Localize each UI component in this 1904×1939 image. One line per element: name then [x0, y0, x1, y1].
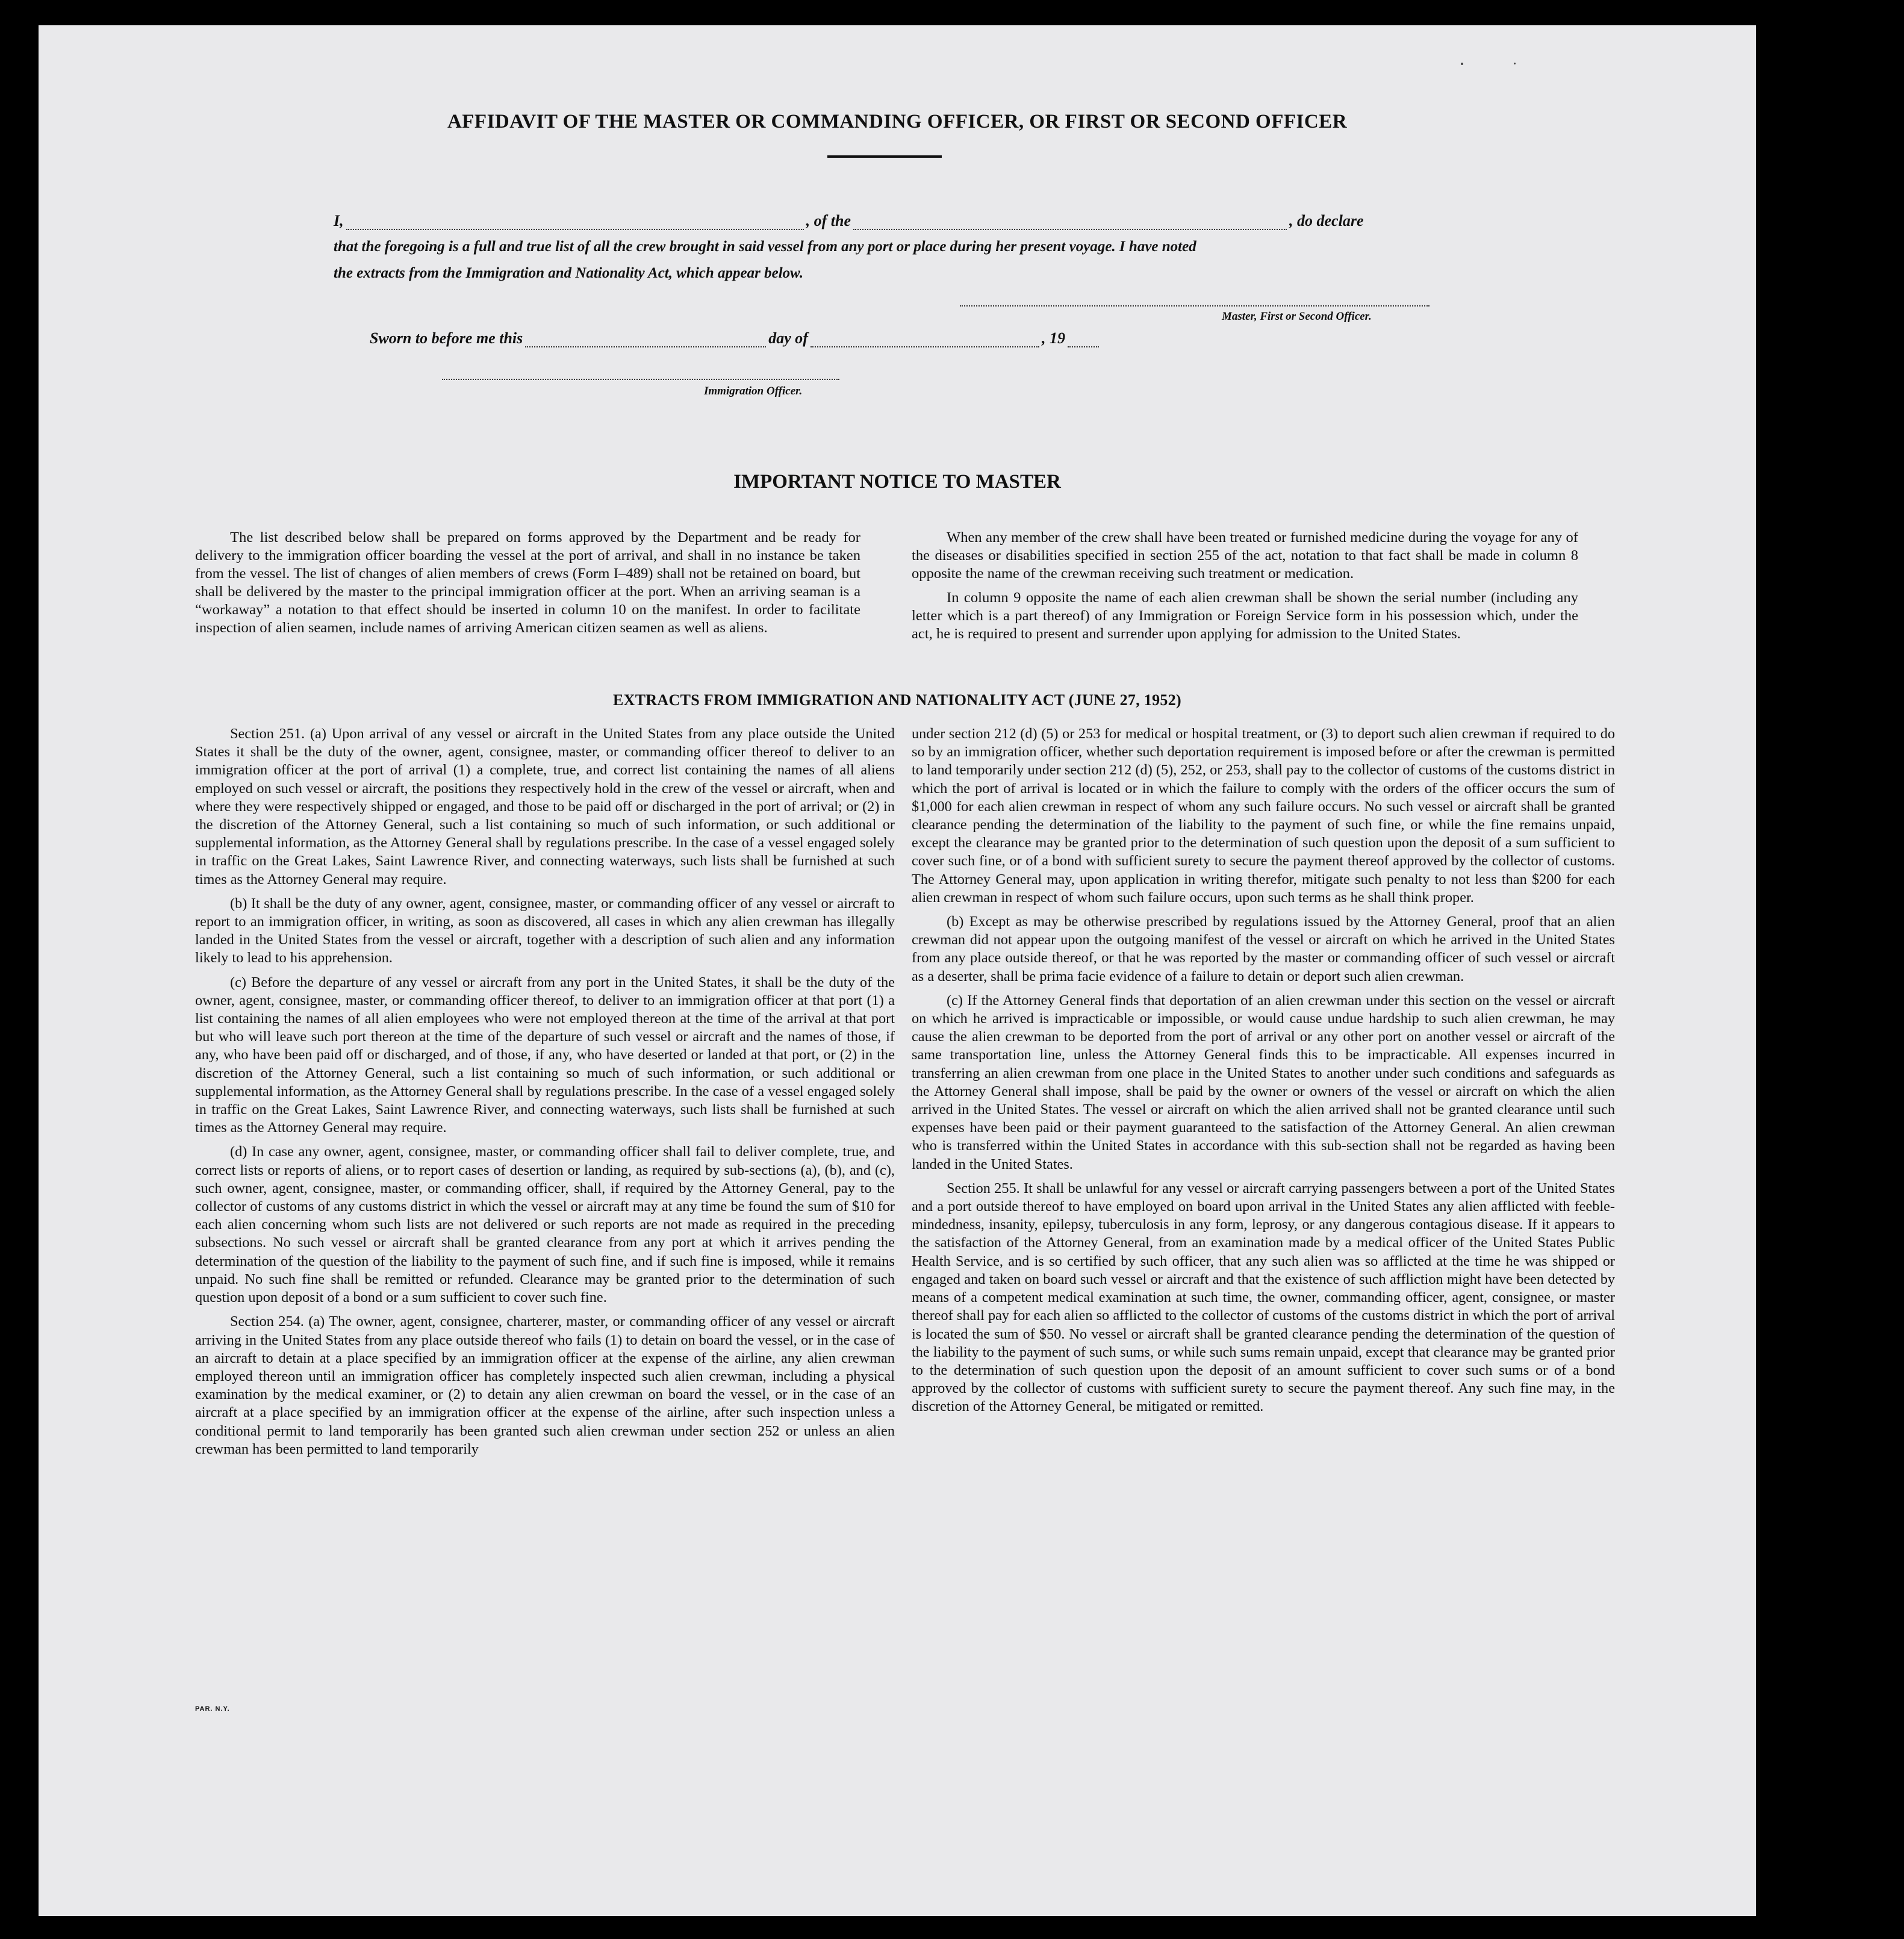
sworn-day-field[interactable]	[525, 335, 766, 347]
notice-title: IMPORTANT NOTICE TO MASTER	[733, 471, 1061, 493]
declare-suffix: , do declare	[1289, 212, 1364, 229]
form-page	[39, 25, 1756, 1916]
declaration-line-3: the extracts from the Immigration and Nationality Act, which appear below.	[334, 265, 804, 281]
notice-right-paragraph-1: When any member of the crew shall have been treated or furnished medicine during the voyage for any of the diseases or disabilities specified in section 255 of the act, notation to that fact shall be made in column 8 opposite the name of the crewman receiving such treatment or medication.	[912, 529, 1578, 582]
sworn-day-of: day of	[768, 329, 808, 347]
vessel-name-field[interactable]	[853, 218, 1287, 230]
section-254-a-continued: under section 212 (d) (5) or 253 for medical or hospital treatment, or (3) to deport such alien crewman if required to do so by an immigration officer, whether such deportation requirement is imposed before or after the crewman is permitted to land temporarily under section 212 (d) (5), 252, or 253, shall pay to the collector of customs of the customs district in which the port of arrival is located or in which the failure to comply with the orders of the officer occurs the sum of $1,000 for each alien crewman in respect of whom any such failure occurs. No such vessel or aircraft shall be granted clearance pending the determination of the liability to the payment of such fine, or while the fine remains unpaid, except the clearance may be granted prior to the determination of such question upon the deposit of a sum sufficient to cover such fine, or of a bond with sufficient surety to secure the payment thereof approved by the collector of customs. The Attorney General may, upon application in writing therefor, mitigate such penalty to not less than $200 for each alien crewman in respect of whom such failure occurs, upon such terms as he shall think proper.	[912, 726, 1615, 906]
extracts-right-column	[912, 725, 1615, 1422]
section-254-c: (c) If the Attorney General finds that deportation of an alien crewman under this section on the vessel or aircraft on which he arrived is impracticable or impossible, or would cause undue hardship to such alien crewman, he may cause the alien crewman to be deported from the port of arrival or any other port on another vessel or aircraft of the same transportation line, unless the Attorney General finds this to be impracticable. All expenses incurred in transferring an alien crewman from one place in the United States to another under such conditions and safeguards as the Attorney General shall impose, shall be paid by the owner or owners of the vessel or aircraft on which the alien arrived in the United States. The vessel or aircraft on which the alien arrived shall not be granted clearance until such expenses have been paid or their payment guaranteed to the satisfaction of the Attorney General. An alien crewman who is transferred within the United States in accordance with this sub-section shall not be regarded as having been landed in the United States.	[912, 992, 1615, 1172]
printer-mark: PAR. N.Y.	[195, 1705, 230, 1713]
declaration-text	[334, 234, 1484, 287]
section-254-a: Section 254. (a) The owner, agent, consignee, charterer, master, or commanding officer of any vessel or aircraft arriving in the United States from any place outside thereof who fails (1) to detain on board the vessel, or in the case of an aircraft to detain at a place specified by an immigration officer at the expense of the airline, any alien crewman employed thereon until an immigration officer has completely inspected such alien crewman, including a physical examination by the medical examiner, or (2) to detain any alien crewman on board the vessel, or in the case of an aircraft at a place specified by an immigration officer at the expense of the airline, after such inspection unless a conditional permit to land temporarily has been granted such alien crewman under section 252 or unless an alien crewman has been permitted to land temporarily	[195, 1313, 895, 1457]
extracts-left-column	[195, 725, 895, 1464]
section-251-d: (d) In case any owner, agent, consignee, master, or commanding officer shall fail to deliver complete, true, and correct lists or reports of aliens, or to report cases of desertion or landing, as required by sub-sections (a), (b), and (c), such owner, agent, consignee, master, or commanding officer, shall, if required by the Attorney General, pay to the collector of customs of any customs district in which the vessel or aircraft may at any time be found the sum of $10 for each alien concerning whom such lists are not delivered or such reports are not made as required in the preceding subsections. No such vessel or aircraft shall be granted clearance from any port at which it arrives pending the determination of the question of the liability to the payment of such fine, and if such fine is imposed, while it remains unpaid. No such fine shall be remitted or refunded. Clearance may be granted prior to the determination of such question upon deposit of a bond or a sum sufficient to cover such fine.	[195, 1144, 895, 1306]
sworn-month-field[interactable]	[810, 335, 1039, 347]
notice-right-paragraph-2: In column 9 opposite the name of each alien crewman shall be shown the serial number (including any letter which is a part thereof) of any Immigration or Foreign Service form in his possession which, under the act, he is required to present and surrender upon applying for admission to the United States.	[912, 590, 1578, 642]
sworn-prefix: Sworn to before me this	[370, 329, 523, 347]
master-signature-field[interactable]	[960, 305, 1430, 307]
sworn-year-prefix: , 19	[1041, 329, 1065, 347]
title-rule	[827, 155, 942, 158]
declarant-name-field[interactable]	[346, 218, 804, 230]
officer-signature-field[interactable]	[442, 379, 839, 380]
section-251-a: Section 251. (a) Upon arrival of any vessel or aircraft in the United States from any place outside the United States it shall be the duty of the owner, agent, consignee, master, or commanding officer thereof to deliver to an immigration officer at the port of arrival (1) a complete, true, and correct list containing the names of all aliens employed on such vessel or aircraft, the positions they respectively hold in the crew of the vessel or aircraft, when and where they were respectively shipped or engaged, and those to be paid off or discharged in the port of arrival; or (2) in the discretion of the Attorney General, such a list containing so much of such information, or such additional or supplemental information, as the Attorney General shall by regulations prescribe. In the case of a vessel engaged solely in traffic on the Great Lakes, Saint Lawrence River, and connecting waterways, such lists shall be furnished at such times as the Attorney General may require.	[195, 726, 895, 888]
scan-speck	[1461, 63, 1463, 65]
scan-speck	[1514, 63, 1516, 64]
section-255: Section 255. It shall be unlawful for any vessel or aircraft carrying passengers between a port of the United States and a port outside thereof to have employed on board upon arrival in the United States any alien afflicted with feeble-mindedness, insanity, epilepsy, tuberculosis in any form, leprosy, or any dangerous contagious disease. If it appears to the satisfaction of the Attorney General, from an examination made by a medical officer of the United States Public Health Service, and is so certified by such officer, that any such alien was so afflicted at the time he was shipped or engaged and taken on board such vessel or aircraft and that the existence of such affliction might have been detected by means of a competent medical examination at such time, the owner, commanding officer, agent, consignee, or master thereof shall pay for each alien so afflicted to the collector of customs of the customs district in which the port of arrival is located the sum of $50. No vessel or aircraft shall be granted clearance pending the determination of the question of the liability to the payment of such sums, or while such sums remain unpaid, except that clearance may be granted prior to the determination of such question upon the deposit of an amount sufficient to cover such sums or of a bond approved by the collector of customs with sufficient surety to secure the payment thereof. Any such fine may, in the discretion of the Attorney General, be mitigated or remitted.	[912, 1180, 1615, 1415]
affidavit-title: AFFIDAVIT OF THE MASTER OR COMMANDING OFFICER, OR FIRST OR SECOND OFFICER	[447, 111, 1348, 132]
section-254-b: (b) Except as may be otherwise prescribed by regulations issued by the Attorney General, proof that an alien crewman did not appear upon the outgoing manifest of the vessel or aircraft on which he arrived in the United States from any place outside thereof, or that he was reported by the master or commanding officer of such vessel or aircraft as a deserter, shall be prima facie evidence of a failure to detain or deport such alien crewman.	[912, 913, 1615, 985]
declaration-line-2: that the foregoing is a full and true list of all the crew brought in said vessel from any port or place during her present voyage. I have noted	[334, 238, 1196, 255]
declaration-line	[334, 212, 1478, 230]
section-251-b: (b) It shall be the duty of any owner, agent, consignee, master, or commanding officer of any vessel or aircraft to report to an immigration officer, in writing, as soon as discovered, all cases in which any alien crewman has illegally landed in the United States from the vessel or aircraft, together with a description of such alien and any information likely to lead to his apprehension.	[195, 895, 895, 966]
section-251-c: (c) Before the departure of any vessel or aircraft from any port in the United States, it shall be the duty of the owner, agent, consignee, master, or commanding officer thereof, to deliver to an immigration officer at that port (1) a list containing the names of all alien employees who were not employed thereon at the time of the arrival at that port but who will leave such port thereon at the time of the departure of such vessel or aircraft and the names of those, if any, who have been paid off or discharged, and of those, if any, who have deserted or landed at that port, or (2) in the discretion of the Attorney General, such a list containing so much of such information, or such additional or supplemental information, as the Attorney General shall by regulations prescribe. In the case of a vessel engaged solely in traffic on the Great Lakes, Saint Lawrence River, and connecting waterways, such lists shall be furnished at such times as the Attorney General may require.	[195, 974, 895, 1136]
notice-left-column	[195, 529, 860, 643]
sworn-year-field[interactable]	[1068, 335, 1099, 347]
sworn-line	[370, 329, 1213, 347]
notice-left-paragraph: The list described below shall be prepared on forms approved by the Department and be ready for delivery to the immigration officer boarding the vessel at the port of arrival, and shall in no instance be taken from the vessel. The list of changes of alien members of crews (Form I–489) shall not be retained on board, but shall be delivered by the master to the principal immigration officer at the port. When an arriving seaman is a “workaway” a notation to that effect should be inserted in column 10 on the manifest. In order to facilitate inspection of alien seamen, include names of arriving American citizen seamen as well as aliens.	[195, 529, 860, 636]
officer-signature-label: Immigration Officer.	[704, 385, 803, 397]
vessel-prefix: , of the	[806, 212, 851, 229]
declarant-prefix: I,	[334, 212, 344, 229]
extracts-title: EXTRACTS FROM IMMIGRATION AND NATIONALITY ACT (JUNE 27, 1952)	[612, 691, 1181, 709]
notice-right-column	[912, 529, 1578, 649]
master-signature-label: Master, First or Second Officer.	[1222, 310, 1372, 323]
